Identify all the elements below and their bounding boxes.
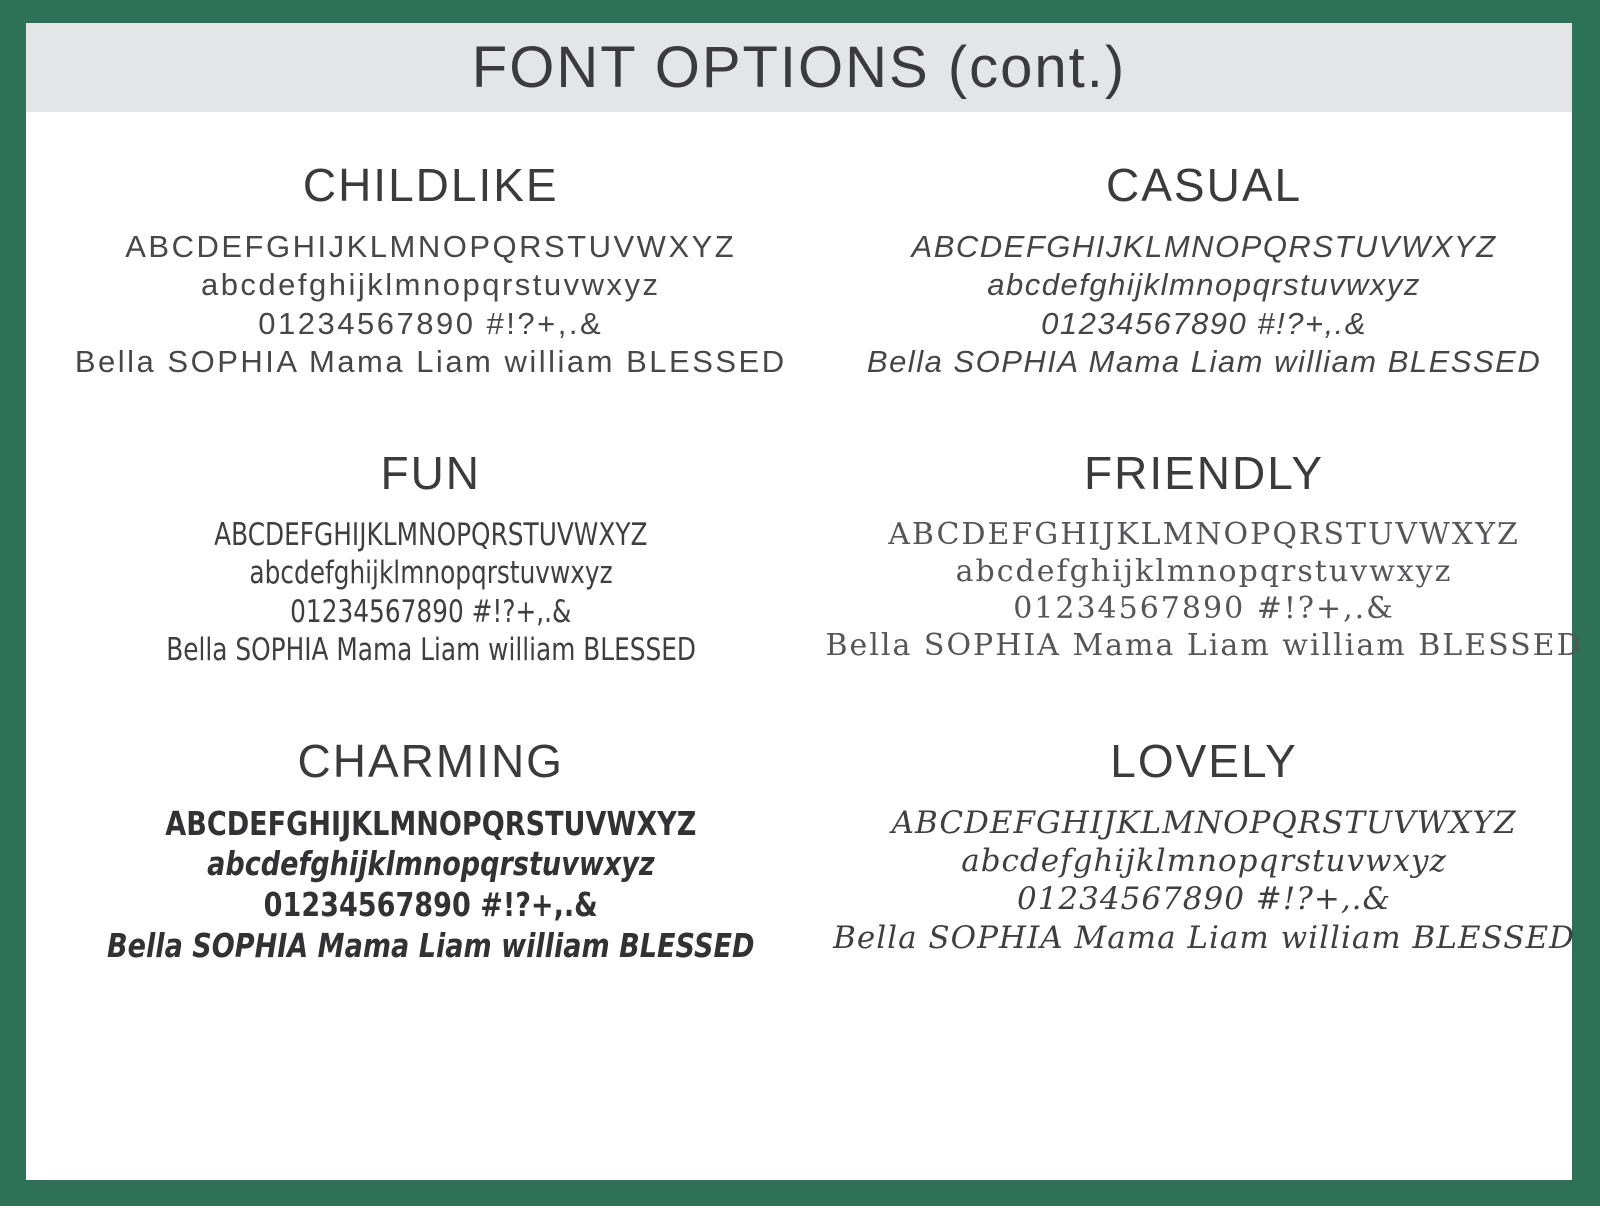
lovely-uppercase-line: ABCDEFGHIJKLMNOPQRSTUVWXYZ [891, 804, 1517, 841]
font-section-friendly [825, 446, 1582, 670]
casual-uppercase-line: ABCDEFGHIJKLMNOPQRSTUVWXYZ [911, 229, 1497, 264]
charming-numbers-line: 01234567890 #!?+,.& [263, 885, 598, 925]
charming-uppercase-line: ABCDEFGHIJKLMNOPQRSTUVWXYZ [165, 803, 697, 843]
childlike-numbers-line: 01234567890 #!?+,.& [258, 305, 604, 341]
fun-uppercase-line: ABCDEFGHIJKLMNOPQRSTUVWXYZ [214, 516, 648, 553]
section-title-childlike: CHILDLIKE [302, 159, 559, 211]
header-bar [26, 23, 1572, 112]
font-section-casual [825, 158, 1582, 382]
section-title-casual: CASUAL [1106, 159, 1303, 211]
friendly-sample-line: Bella SOPHIA Mama Liam william BLESSED [825, 628, 1583, 664]
casual-numbers-line: 01234567890 #!?+,.& [1041, 305, 1367, 341]
font-section-lovely [825, 734, 1582, 968]
fun-sample-line: Bella SOPHIA Mama Liam william BLESSED [165, 632, 696, 669]
font-section-fun [36, 446, 825, 670]
childlike-lowercase-line: abcdefghijklmnopqrstuvwxyz [200, 267, 661, 303]
charming-sample-line: Bella SOPHIA Mama Liam william BLESSED [107, 926, 755, 966]
lovely-lowercase-line: abcdefghijklmnopqrstuvwxyz [961, 842, 1447, 879]
font-section-charming [36, 734, 825, 968]
lovely-numbers-line: 01234567890 #!?+,.& [1016, 881, 1392, 918]
friendly-lowercase-line: abcdefghijklmnopqrstuvwxyz [955, 553, 1453, 589]
fun-numbers-line: 01234567890 #!?+,.& [290, 593, 572, 630]
childlike-uppercase-line: ABCDEFGHIJKLMNOPQRSTUVWXYZ [125, 229, 737, 264]
section-title-charming: CHARMING [297, 734, 564, 787]
casual-sample-line: Bella SOPHIA Mama Liam william BLESSED [866, 344, 1542, 380]
friendly-uppercase-line: ABCDEFGHIJKLMNOPQRSTUVWXYZ [888, 516, 1520, 552]
page-title: FONT OPTIONS (cont.) [471, 35, 1127, 100]
fun-lowercase-line: abcdefghijklmnopqrstuvwxyz [249, 555, 613, 592]
font-sections-grid [26, 112, 1583, 1180]
casual-lowercase-line: abcdefghijklmnopqrstuvwxyz [987, 267, 1421, 303]
page [26, 23, 1583, 1180]
charming-lowercase-line: abcdefghijklmnopqrstuvwxyz [206, 844, 655, 884]
font-section-childlike [36, 158, 825, 382]
lovely-sample-line: Bella SOPHIA Mama Liam william BLESSED [833, 919, 1575, 956]
section-title-fun: FUN [380, 446, 482, 499]
friendly-numbers-line: 01234567890 #!?+,.& [1013, 591, 1395, 627]
section-title-friendly: FRIENDLY [1084, 446, 1325, 499]
childlike-sample-line: Bella SOPHIA Mama Liam william BLESSED [74, 344, 787, 380]
section-title-lovely: LOVELY [1110, 734, 1298, 787]
